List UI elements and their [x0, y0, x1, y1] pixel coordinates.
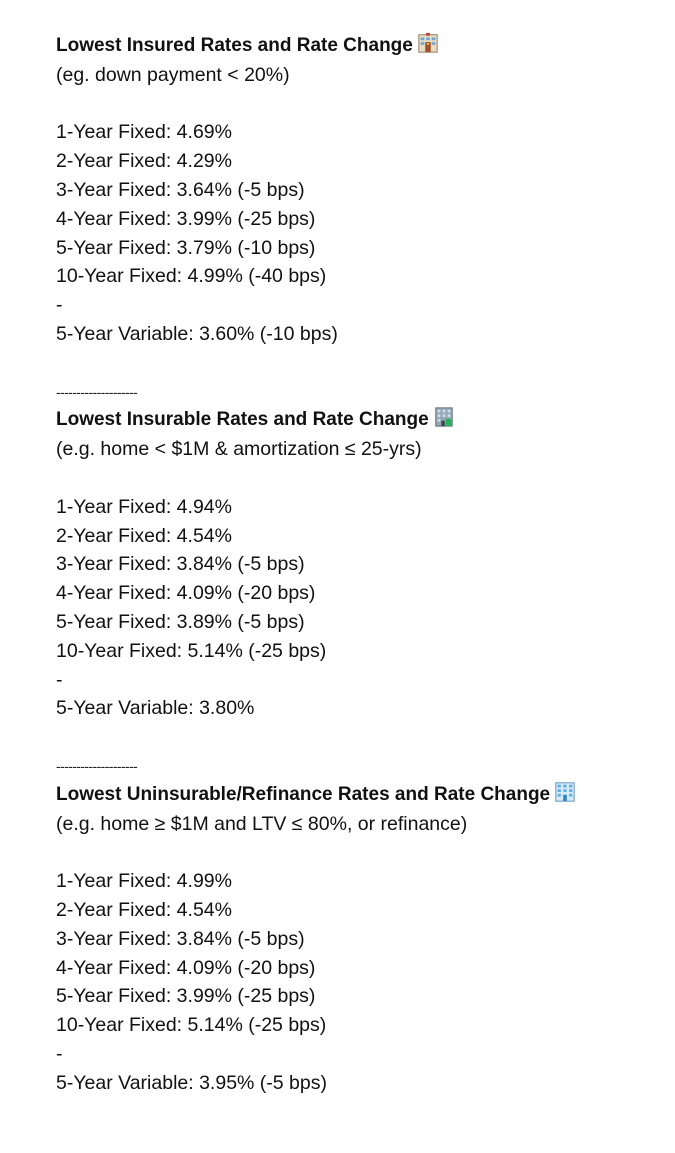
variable-rate-line: 5-Year Variable: 3.95% (-5 bps) — [56, 1071, 327, 1094]
rate-line: 4-Year Fixed: 3.99% (-25 bps) — [56, 207, 316, 230]
apartment-building-icon — [433, 406, 455, 428]
rates-document — [56, 32, 656, 1097]
variable-rate-line: 5-Year Variable: 3.80% — [56, 697, 255, 720]
rate-line: 4-Year Fixed: 4.09% (-20 bps) — [56, 582, 316, 605]
rate-line: 10-Year Fixed: 4.99% (-40 bps) — [56, 265, 327, 288]
rate-line: 5-Year Fixed: 3.79% (-10 bps) — [56, 236, 316, 259]
rate-line: 3-Year Fixed: 3.84% (-5 bps) — [56, 927, 305, 950]
insured-rates-section — [56, 32, 656, 378]
rate-line: 1-Year Fixed: 4.99% — [56, 870, 232, 893]
section-title: Lowest Uninsurable/Refinance Rates and Rate Change — [56, 781, 656, 810]
dash-divider: - — [56, 668, 63, 691]
rate-line: 4-Year Fixed: 4.09% (-20 bps) — [56, 956, 316, 979]
rate-line: 3-Year Fixed: 3.64% (-5 bps) — [56, 178, 305, 201]
section-subtitle: (e.g. home ≥ $1M and LTV ≤ 80%, or refinance) — [56, 812, 468, 835]
section-separator: -------------------- — [56, 383, 138, 400]
rate-line: 5-Year Fixed: 3.99% (-25 bps) — [56, 985, 316, 1008]
rate-line: 3-Year Fixed: 3.84% (-5 bps) — [56, 553, 305, 576]
dash-divider: - — [56, 294, 63, 317]
section-title: Lowest Insured Rates and Rate Change — [56, 32, 656, 61]
section-subtitle: (e.g. home < $1M & amortization ≤ 25-yrs) — [56, 438, 422, 461]
section-separator: -------------------- — [56, 757, 138, 774]
variable-rate-line: 5-Year Variable: 3.60% (-10 bps) — [56, 322, 338, 345]
rate-line: 10-Year Fixed: 5.14% (-25 bps) — [56, 639, 327, 662]
uninsurable-rates-section — [56, 752, 656, 1098]
rate-line: 5-Year Fixed: 3.89% (-5 bps) — [56, 610, 305, 633]
rate-line: 1-Year Fixed: 4.94% — [56, 495, 232, 518]
rate-line: 2-Year Fixed: 4.29% — [56, 150, 232, 173]
section-title: Lowest Insurable Rates and Rate Change — [56, 406, 656, 435]
rate-line: 1-Year Fixed: 4.69% — [56, 121, 232, 144]
rate-line: 2-Year Fixed: 4.54% — [56, 898, 232, 921]
insurable-rates-section — [56, 378, 656, 752]
office-building-icon — [554, 781, 576, 803]
section-subtitle: (eg. down payment < 20%) — [56, 63, 290, 86]
rate-line: 10-Year Fixed: 5.14% (-25 bps) — [56, 1014, 327, 1037]
dash-divider: - — [56, 1042, 63, 1065]
house-building-icon — [417, 32, 439, 54]
rate-line: 2-Year Fixed: 4.54% — [56, 524, 232, 547]
